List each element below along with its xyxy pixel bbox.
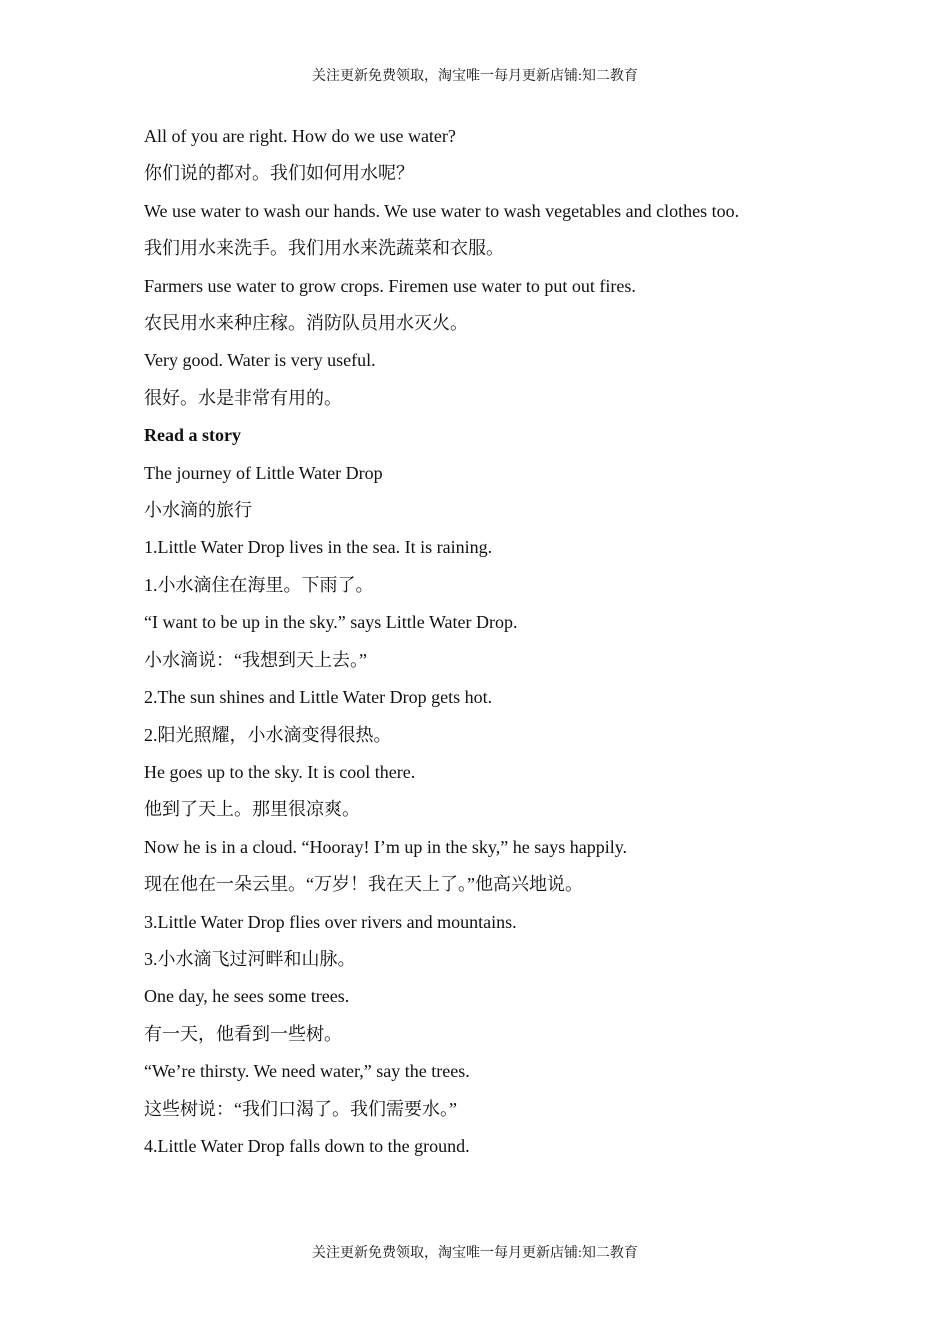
text-line: Now he is in a cloud. “Hooray! I’m up in the sky,” he says happily. — [144, 836, 628, 857]
text-line: All of you are right. How do we use water? — [144, 126, 456, 146]
text-line: Farmers use water to grow crops. Firemen use water to put out fires. — [144, 275, 636, 296]
text-line: 1.小水滴住在海里。下雨了。 — [144, 574, 374, 595]
text-line: 3.Little Water Drop flies over rivers and mountains. — [144, 911, 517, 932]
text-line: 有一天，他看到一些树。 — [144, 1023, 342, 1044]
text-line: 3.小水滴飞过河畔和山脉。 — [144, 948, 356, 969]
text-line: 我们用水来洗手。我们用水来洗蔬菜和衣服。 — [144, 238, 504, 259]
text-line: We use water to wash our hands. We use water to wash vegetables and clothes too. — [144, 200, 740, 221]
text-line: Very good. Water is very useful. — [144, 350, 376, 371]
text-line: 2.The sun shines and Little Water Drop gets hot. — [144, 687, 493, 708]
text-line: 你们说的都对。我们如何用水呢？ — [144, 163, 414, 184]
story-title: The journey of Little Water Drop — [144, 462, 383, 483]
page-header: 关注更新免费领取，淘宝唯一每月更新店铺:知二教育 — [312, 69, 638, 84]
text-line: 很好。水是非常有用的。 — [144, 387, 342, 408]
document-body — [144, 118, 806, 1165]
text-line: “We’re thirsty. We need water,” say the trees. — [144, 1061, 470, 1082]
text-line: 2.阳光照耀，小水滴变得很热。 — [144, 724, 392, 745]
page-footer: 关注更新免费领取，淘宝唯一每月更新店铺:知二教育 — [312, 1246, 638, 1261]
text-line: 农民用水来种庄稼。消防队员用水灭火。 — [144, 313, 468, 334]
section-heading: Read a story — [144, 425, 241, 446]
text-line: 小水滴说：“我想到天上去。” — [144, 649, 367, 670]
text-line: He goes up to the sky. It is cool there. — [144, 761, 416, 782]
text-line: 这些树说：“我们口渴了。我们需要水。” — [144, 1098, 457, 1119]
text-line: 现在他在一朵云里。“万岁！我在天上了。”他高兴地说。 — [144, 874, 583, 895]
text-line: 1.Little Water Drop lives in the sea. It is raining. — [144, 537, 493, 558]
text-line: One day, he sees some trees. — [144, 986, 350, 1007]
text-line: 4.Little Water Drop falls down to the ground. — [144, 1135, 470, 1156]
text-line: “I want to be up in the sky.” says Little Water Drop. — [144, 612, 518, 633]
text-line: 他到了天上。那里很凉爽。 — [144, 799, 360, 820]
story-title-translation: 小水滴的旅行 — [144, 500, 252, 521]
